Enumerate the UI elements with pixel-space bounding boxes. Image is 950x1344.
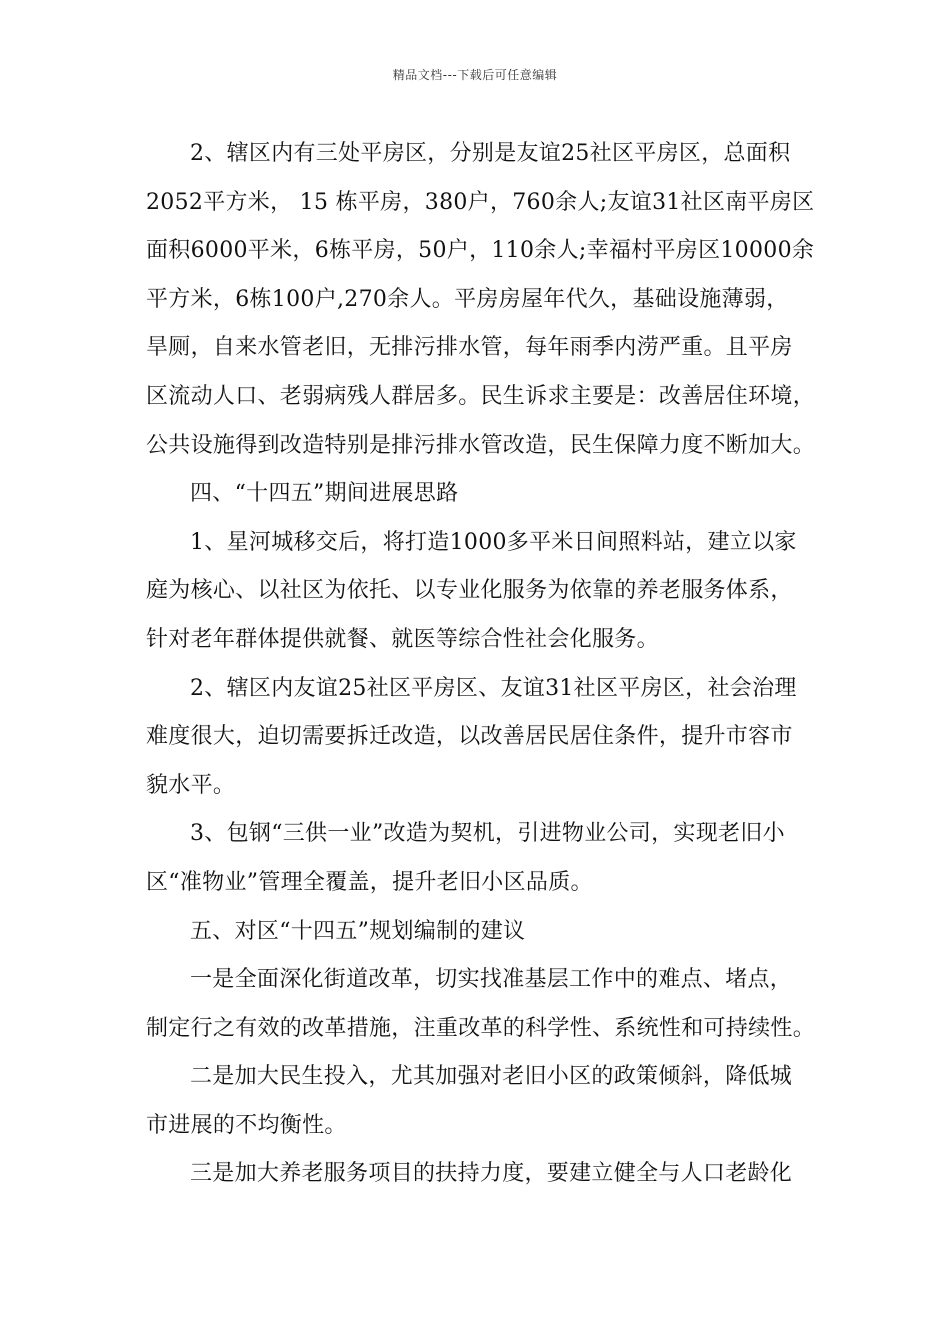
text-line: 制定行之有效的改革措施，注重改革的科学性、系统性和可持续性。 <box>146 1015 816 1041</box>
section-heading-4 <box>146 470 806 519</box>
text-line: 2、辖区内有三处平房区，分别是友谊25社区平房区，总面积 <box>190 141 791 166</box>
paragraph-4-3 <box>146 810 806 907</box>
section-heading-5 <box>146 908 806 957</box>
paragraph-5-3 <box>146 1150 806 1199</box>
page-header: 精品文档---下载后可任意编辑 <box>392 68 558 82</box>
paragraph-4-2 <box>146 665 806 811</box>
text-line: 2052平方米， 15 栋平房，380户，760余人;友谊31社区南平房区 <box>146 189 815 215</box>
text-line: 三是加大养老服务项目的扶持力度，要建立健全与人口老龄化 <box>190 1161 793 1187</box>
text-line: 貌水平。 <box>146 772 236 798</box>
text-line: 四、“十四五”期间进展思路 <box>190 481 459 507</box>
text-line: 区流动人口、老弱病残人群居多。民生诉求主要是：改善居住环境， <box>146 383 816 409</box>
text-line: 二是加大民生投入，尤其加强对老旧小区的政策倾斜，降低城 <box>190 1064 793 1090</box>
text-line: 五、对区“十四五”规划编制的建议 <box>190 918 526 944</box>
text-line: 3、包钢“三供一业”改造为契机，引进物业公司，实现老旧小 <box>190 821 785 847</box>
document-body <box>146 130 816 1199</box>
text-line: 针对老年群体提供就餐、就医等综合性社会化服务。 <box>146 626 659 652</box>
text-line: 面积6000平米，6栋平房，50户，110余人;幸福村平房区10000余 <box>146 238 815 264</box>
text-line: 平方米，6栋100户,270余人。平房房屋年代久，基础设施薄弱， <box>146 286 789 312</box>
paragraph-1 <box>146 130 816 470</box>
paragraph-4-1 <box>146 519 806 665</box>
text-line: 庭为核心、以社区为依托、以专业化服务为依靠的养老服务体系， <box>146 578 793 604</box>
paragraph-5-1 <box>146 956 816 1053</box>
text-line: 市进展的不均衡性。 <box>146 1112 347 1138</box>
paragraph-5-2 <box>146 1053 806 1150</box>
text-line: 难度很大，迫切需要拆迁改造，以改善居民居住条件，提升市容市 <box>146 724 793 750</box>
text-line: 1、星河城移交后，将打造1000多平米日间照料站，建立以家 <box>190 529 797 555</box>
text-line: 一是全面深化街道改革，切实找准基层工作中的难点、堵点， <box>190 967 793 993</box>
text-line: 公共设施得到改造特别是排污排水管改造，民生保障力度不断加大。 <box>146 432 816 458</box>
text-line: 区“准物业”管理全覆盖，提升老旧小区品质。 <box>146 869 593 895</box>
text-line: 旱厕，自来水管老旧，无排污排水管，每年雨季内涝严重。且平房 <box>146 335 793 361</box>
text-line: 2、辖区内友谊25社区平房区、友谊31社区平房区，社会治理 <box>190 675 797 701</box>
